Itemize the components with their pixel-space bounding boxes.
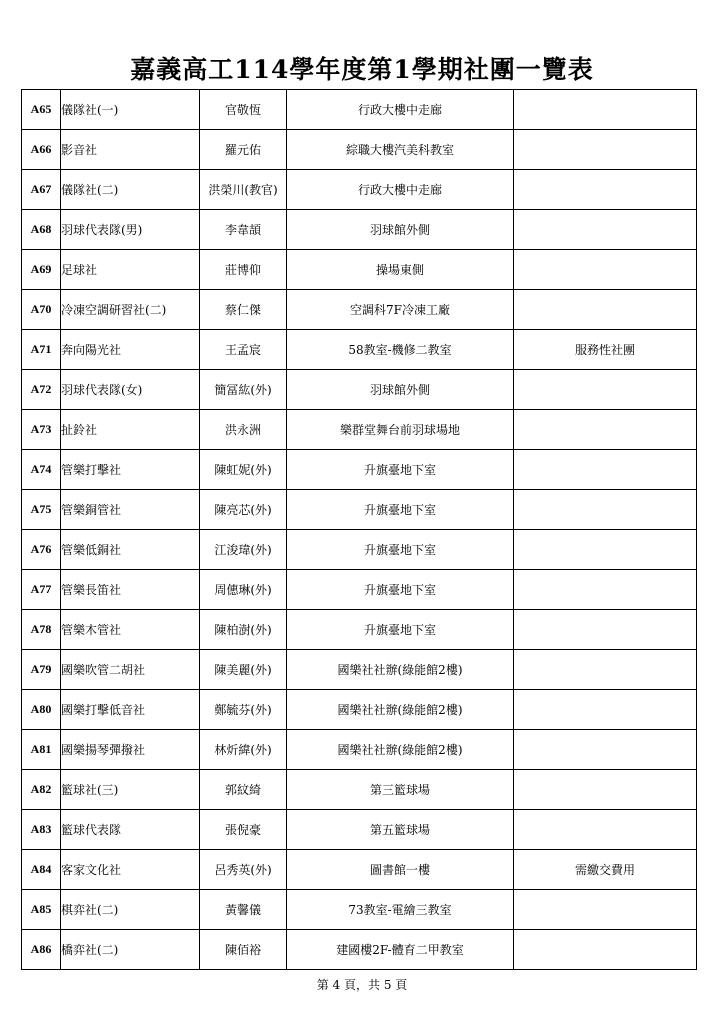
club-location: 國樂社社辦(綠能館2樓) — [287, 650, 514, 690]
club-code: A84 — [22, 850, 61, 890]
club-teacher: 江浚瑋(外) — [200, 530, 287, 570]
club-teacher: 鄭毓芬(外) — [200, 690, 287, 730]
table-row — [22, 810, 697, 850]
club-note: 需繳交費用 — [514, 850, 697, 890]
club-note — [514, 130, 697, 170]
table-row — [22, 770, 697, 810]
club-name: 奔向陽光社 — [61, 330, 200, 370]
table-row — [22, 530, 697, 570]
club-code: A81 — [22, 730, 61, 770]
club-location: 空調科7F冷凍工廠 — [287, 290, 514, 330]
club-code: A67 — [22, 170, 61, 210]
club-location: 國樂社社辦(綠能館2樓) — [287, 730, 514, 770]
club-location: 國樂社社辦(綠能館2樓) — [287, 690, 514, 730]
club-code: A74 — [22, 450, 61, 490]
club-teacher: 洪榮川(教官) — [200, 170, 287, 210]
club-code: A71 — [22, 330, 61, 370]
table-row — [22, 250, 697, 290]
club-teacher: 洪永洲 — [200, 410, 287, 450]
club-teacher: 呂秀英(外) — [200, 850, 287, 890]
table-row — [22, 610, 697, 650]
club-location: 73教室-電繪三教室 — [287, 890, 514, 930]
club-name: 管樂低銅社 — [61, 530, 200, 570]
club-code: A68 — [22, 210, 61, 250]
table-row — [22, 690, 697, 730]
club-teacher: 林炘緯(外) — [200, 730, 287, 770]
table-row — [22, 330, 697, 370]
club-code: A80 — [22, 690, 61, 730]
club-code: A66 — [22, 130, 61, 170]
club-name: 足球社 — [61, 250, 200, 290]
club-name: 籃球代表隊 — [61, 810, 200, 850]
club-note — [514, 250, 697, 290]
club-location: 圖書館一樓 — [287, 850, 514, 890]
club-name: 管樂長笛社 — [61, 570, 200, 610]
table-row — [22, 370, 697, 410]
club-name: 羽球代表隊(女) — [61, 370, 200, 410]
club-note — [514, 450, 697, 490]
club-name: 棋弈社(二) — [61, 890, 200, 930]
club-teacher: 陳柏澍(外) — [200, 610, 287, 650]
table-row — [22, 730, 697, 770]
club-location: 58教室-機修二教室 — [287, 330, 514, 370]
club-location: 升旗臺地下室 — [287, 570, 514, 610]
club-name: 羽球代表隊(男) — [61, 210, 200, 250]
club-teacher: 王孟宸 — [200, 330, 287, 370]
club-teacher: 陳美麗(外) — [200, 650, 287, 690]
club-teacher: 莊博仰 — [200, 250, 287, 290]
club-name: 籃球社(三) — [61, 770, 200, 810]
club-code: A78 — [22, 610, 61, 650]
club-note — [514, 730, 697, 770]
club-name: 冷凍空調研習社(二) — [61, 290, 200, 330]
club-teacher: 黃馨儀 — [200, 890, 287, 930]
club-location: 第三籃球場 — [287, 770, 514, 810]
club-location: 建國樓2F-體育二甲教室 — [287, 930, 514, 970]
club-code: A77 — [22, 570, 61, 610]
club-note — [514, 690, 697, 730]
club-note — [514, 530, 697, 570]
club-code: A70 — [22, 290, 61, 330]
club-teacher: 陳虹妮(外) — [200, 450, 287, 490]
club-note — [514, 810, 697, 850]
club-teacher: 蔡仁傑 — [200, 290, 287, 330]
club-note: 服務性社團 — [514, 330, 697, 370]
club-code: A83 — [22, 810, 61, 850]
table-row — [22, 850, 697, 890]
club-name: 管樂銅管社 — [61, 490, 200, 530]
club-note — [514, 570, 697, 610]
page-footer: 第 4 頁，共 5 頁 — [316, 978, 408, 992]
club-name: 國樂揚琴彈撥社 — [61, 730, 200, 770]
club-code: A85 — [22, 890, 61, 930]
club-teacher: 陳亮芯(外) — [200, 490, 287, 530]
club-code: A69 — [22, 250, 61, 290]
table-row — [22, 890, 697, 930]
club-code: A65 — [22, 90, 61, 130]
club-code: A79 — [22, 650, 61, 690]
club-location: 第五籃球場 — [287, 810, 514, 850]
club-note — [514, 210, 697, 250]
club-note — [514, 650, 697, 690]
club-teacher: 李韋頡 — [200, 210, 287, 250]
table-row — [22, 90, 697, 130]
club-note — [514, 930, 697, 970]
club-teacher: 羅元佑 — [200, 130, 287, 170]
page-title: 嘉義高工114學年度第1學期社團一覽表 — [130, 55, 594, 84]
club-code: A86 — [22, 930, 61, 970]
club-table — [21, 89, 697, 970]
table-row — [22, 210, 697, 250]
club-name: 客家文化社 — [61, 850, 200, 890]
club-name: 影音社 — [61, 130, 200, 170]
club-code: A76 — [22, 530, 61, 570]
club-note — [514, 370, 697, 410]
club-location: 樂群堂舞台前羽球場地 — [287, 410, 514, 450]
club-location: 行政大樓中走廊 — [287, 170, 514, 210]
club-location: 升旗臺地下室 — [287, 530, 514, 570]
table-row — [22, 650, 697, 690]
club-location: 羽球館外側 — [287, 370, 514, 410]
club-teacher: 張倪豪 — [200, 810, 287, 850]
club-name: 國樂打擊低音社 — [61, 690, 200, 730]
club-name: 國樂吹管二胡社 — [61, 650, 200, 690]
club-note — [514, 490, 697, 530]
club-note — [514, 90, 697, 130]
club-note — [514, 610, 697, 650]
club-note — [514, 890, 697, 930]
club-name: 儀隊社(二) — [61, 170, 200, 210]
club-teacher: 簡冨紘(外) — [200, 370, 287, 410]
table-row — [22, 130, 697, 170]
club-location: 升旗臺地下室 — [287, 610, 514, 650]
club-note — [514, 410, 697, 450]
club-code: A73 — [22, 410, 61, 450]
club-teacher: 郭紋綺 — [200, 770, 287, 810]
club-name: 橋弈社(二) — [61, 930, 200, 970]
club-name: 儀隊社(一) — [61, 90, 200, 130]
club-location: 綜職大樓汽美科教室 — [287, 130, 514, 170]
table-row — [22, 930, 697, 970]
table-row — [22, 410, 697, 450]
club-note — [514, 170, 697, 210]
club-name: 管樂木管社 — [61, 610, 200, 650]
club-location: 行政大樓中走廊 — [287, 90, 514, 130]
table-row — [22, 490, 697, 530]
table-row — [22, 290, 697, 330]
club-table-body — [22, 90, 697, 970]
club-teacher: 陳佰裕 — [200, 930, 287, 970]
table-row — [22, 450, 697, 490]
club-code: A75 — [22, 490, 61, 530]
club-location: 羽球館外側 — [287, 210, 514, 250]
club-name: 扯鈴社 — [61, 410, 200, 450]
club-note — [514, 770, 697, 810]
club-location: 升旗臺地下室 — [287, 490, 514, 530]
club-location: 操場東側 — [287, 250, 514, 290]
club-location: 升旗臺地下室 — [287, 450, 514, 490]
club-name: 管樂打擊社 — [61, 450, 200, 490]
table-row — [22, 170, 697, 210]
club-teacher: 官敬恆 — [200, 90, 287, 130]
club-note — [514, 290, 697, 330]
club-code: A82 — [22, 770, 61, 810]
table-row — [22, 570, 697, 610]
club-teacher: 周僡琳(外) — [200, 570, 287, 610]
club-code: A72 — [22, 370, 61, 410]
